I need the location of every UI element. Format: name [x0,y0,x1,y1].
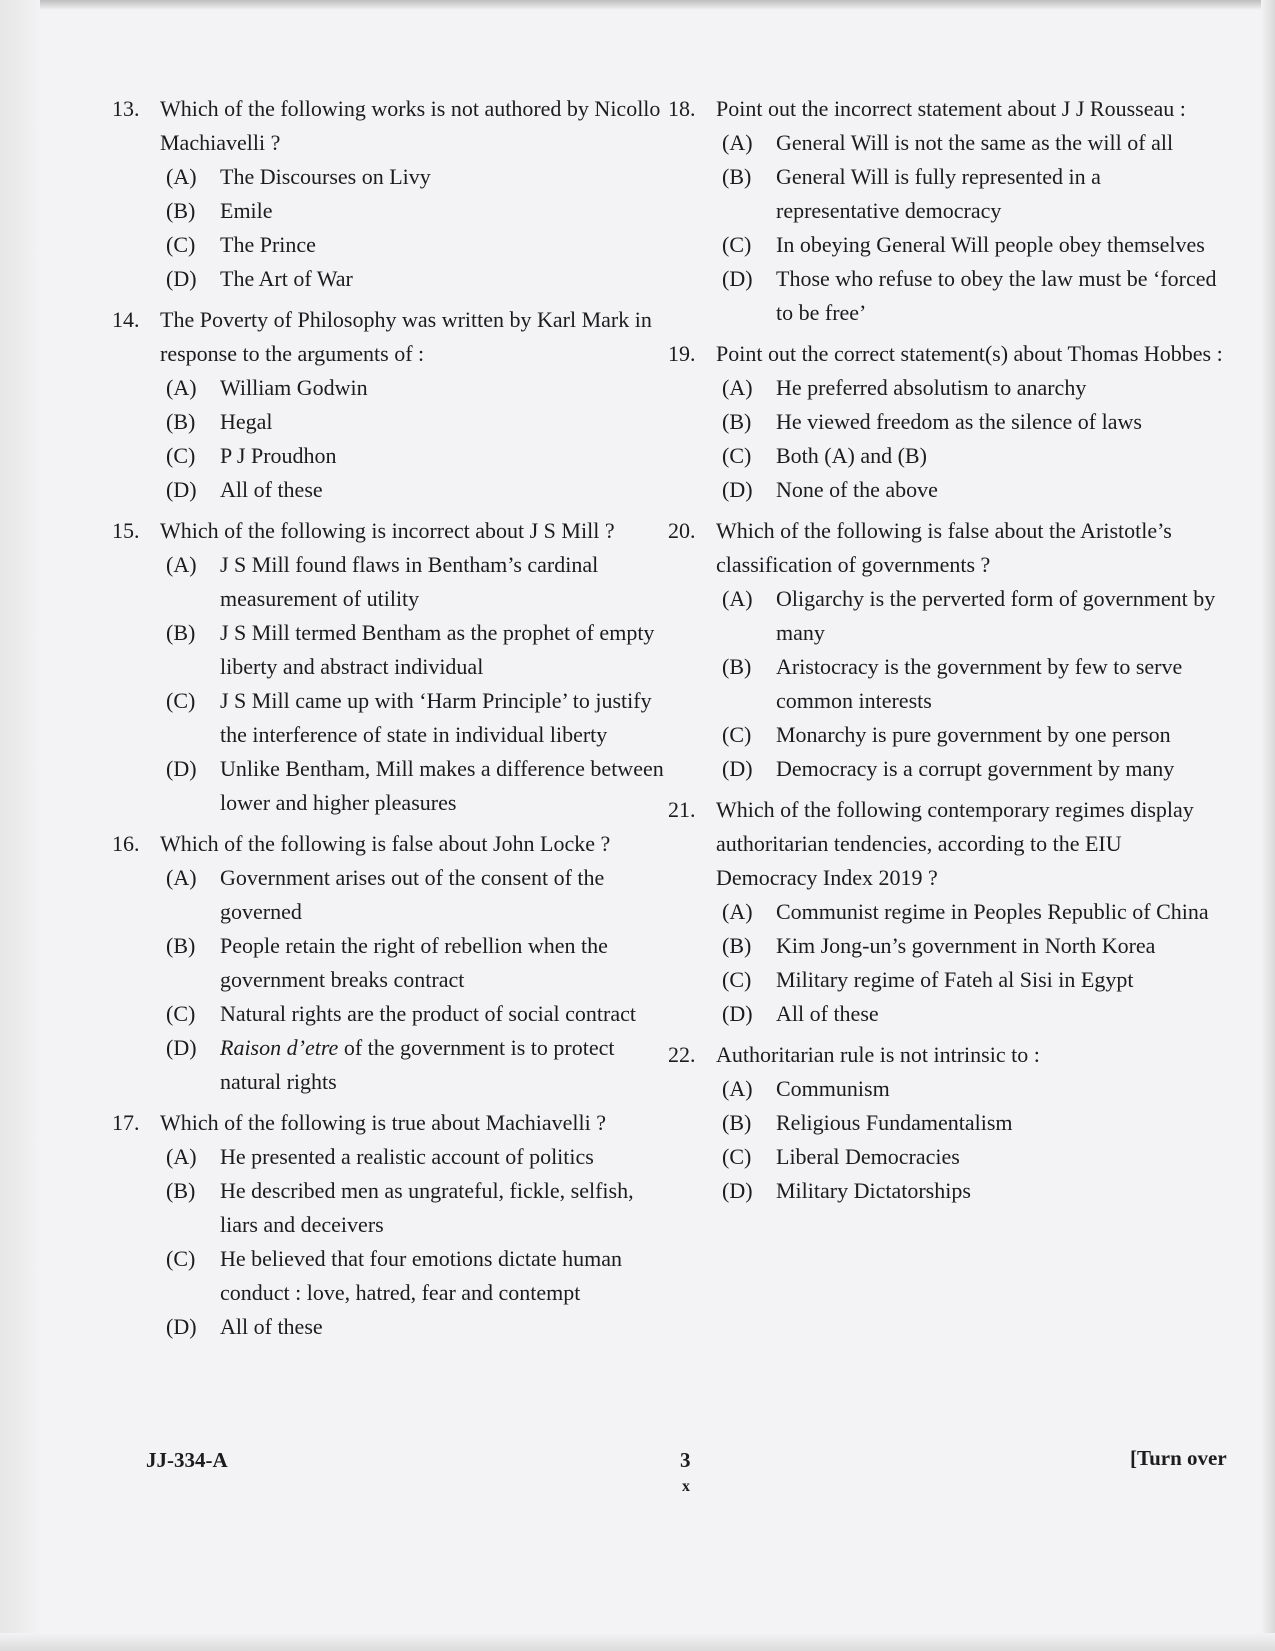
question-16 [112,827,672,1099]
option-b [166,405,672,439]
option-letter: (A) [722,375,753,400]
option-letter: (A) [722,130,753,155]
option-c [166,439,672,473]
option-text: Unlike Bentham, Mill makes a difference between lower and higher pleasures [220,756,664,815]
question-text: Authoritarian rule is not intrinsic to : [716,1042,1040,1067]
option-text: The Discourses on Livy [220,164,431,189]
option-a [166,371,672,405]
option-letter: (C) [722,722,752,747]
option-b [722,160,1228,228]
question-number: 16. [112,831,140,856]
page-edge-top [0,0,1275,10]
option-a [722,1072,1228,1106]
option-letter: (C) [166,1246,196,1271]
option-text: Government arises out of the consent of the governed [220,865,605,924]
option-d [722,752,1228,786]
option-c [722,228,1228,262]
option-c [722,439,1228,473]
option-a [722,582,1228,650]
option-letter: (B) [166,1178,196,1203]
option-c [166,228,672,262]
option-text: William Godwin [220,375,368,400]
question-text: Which of the following is false about the Aristotle’s classification of governments ? [716,518,1172,577]
option-d [722,997,1228,1031]
option-b [722,929,1228,963]
option-letter: (B) [166,198,196,223]
option-c [166,1242,672,1310]
option-text: He preferred absolutism to anarchy [776,375,1087,400]
option-a [722,895,1228,929]
option-text: In obeying General Will people obey themselves [776,232,1205,257]
options-list [722,895,1228,1031]
option-letter: (D) [722,1001,753,1026]
option-letter: (D) [722,1178,753,1203]
option-c [722,1140,1228,1174]
question-number: 19. [668,341,696,366]
question-text: Which of the following is false about John Locke ? [160,831,611,856]
option-text: Religious Fundamentalism [776,1110,1013,1135]
option-text: Communist regime in Peoples Republic of China [776,899,1209,924]
question-row [668,337,1228,371]
question-row [112,303,672,371]
option-letter: (A) [166,375,197,400]
option-text: Communism [776,1076,890,1101]
option-d [722,473,1228,507]
option-letter: (A) [166,865,197,890]
options-list [722,371,1228,507]
option-b [166,1174,672,1242]
question-number: 21. [668,797,696,822]
question-22 [668,1038,1228,1208]
option-letter: (D) [166,1035,197,1060]
option-b [722,650,1228,718]
option-letter: (B) [722,409,752,434]
option-text: All of these [220,477,323,502]
option-c [166,997,672,1031]
question-row [112,92,672,160]
option-d [166,473,672,507]
paper-code: JJ-334-A [146,1448,228,1472]
option-letter: (C) [166,1001,196,1026]
question-21 [668,793,1228,1031]
option-text: He believed that four emotions dictate human conduct : love, hatred, fear and contempt [220,1246,622,1305]
option-letter: (C) [722,967,752,992]
option-letter: (B) [722,1110,752,1135]
option-letter: (D) [166,477,197,502]
option-b [722,1106,1228,1140]
option-text: He presented a realistic account of politics [220,1144,594,1169]
page-mark: x [682,1478,690,1495]
option-text: J S Mill found flaws in Bentham’s cardinal measurement of utility [220,552,599,611]
option-letter: (A) [166,164,197,189]
option-b [166,929,672,997]
option-text: Military regime of Fateh al Sisi in Egypt [776,967,1134,992]
option-c [722,718,1228,752]
question-row [668,1038,1228,1072]
question-number: 14. [112,307,140,332]
option-letter: (D) [722,266,753,291]
question-text: Point out the correct statement(s) about Thomas Hobbes : [716,341,1223,366]
option-a [722,371,1228,405]
option-text: People retain the right of rebellion when the government breaks contract [220,933,608,992]
option-letter: (C) [722,443,752,468]
option-d [166,752,672,820]
page-edge-right [1261,0,1275,1651]
option-text: Liberal Democracies [776,1144,960,1169]
question-text: Which of the following is true about Machiavelli ? [160,1110,606,1135]
option-text: The Art of War [220,266,353,291]
option-text: Emile [220,198,273,223]
option-text: He described men as ungrateful, fickle, selfish, liars and deceivers [220,1178,634,1237]
option-letter: (A) [722,899,753,924]
question-18 [668,92,1228,330]
option-c [722,963,1228,997]
option-a [166,861,672,929]
option-letter: (A) [166,1144,197,1169]
page-number: 3 [680,1448,691,1472]
option-text: Both (A) and (B) [776,443,927,468]
question-19 [668,337,1228,507]
option-italic-text: Raison d’etre [220,1035,339,1060]
options-list [722,1072,1228,1208]
question-row [668,514,1228,582]
option-a [166,1140,672,1174]
option-letter: (C) [722,1144,752,1169]
options-list [722,582,1228,786]
option-d [722,1174,1228,1208]
option-text: Hegal [220,409,273,434]
option-letter: (D) [166,756,197,781]
question-text: Which of the following contemporary regimes display authoritarian tendencies, according to the EIU Democracy Index 2019 ? [716,797,1194,890]
option-letter: (B) [722,933,752,958]
option-text [220,1031,672,1099]
option-letter: (D) [166,1314,197,1339]
option-b [166,616,672,684]
option-letter: (A) [722,1076,753,1101]
option-d [166,1310,672,1344]
option-letter: (C) [166,232,196,257]
option-a [166,548,672,616]
option-letter: (B) [722,164,752,189]
option-text: The Prince [220,232,316,257]
option-text: Monarchy is pure government by one person [776,722,1171,747]
option-a [722,126,1228,160]
option-text: Kim Jong-un’s government in North Korea [776,933,1156,958]
option-a [166,160,672,194]
option-text: P J Proudhon [220,443,337,468]
option-text: Aristocracy is the government by few to serve common interests [776,654,1183,713]
options-list [722,126,1228,330]
option-letter: (C) [166,688,196,713]
option-text: General Will is fully represented in a representative democracy [776,164,1101,223]
option-letter: (B) [166,933,196,958]
question-number: 18. [668,96,696,121]
left-column [112,92,672,1351]
option-letter: (D) [722,756,753,781]
option-d [166,262,672,296]
question-number: 15. [112,518,140,543]
option-letter: (A) [166,552,197,577]
question-14 [112,303,672,507]
question-number: 22. [668,1042,696,1067]
question-number: 13. [112,96,140,121]
option-letter: (B) [722,654,752,679]
page-edge-bottom [0,1633,1275,1651]
option-rest-text: of the government is to protect natural rights [220,1035,615,1094]
question-15 [112,514,672,820]
option-b [722,405,1228,439]
question-row [668,793,1228,895]
option-letter: (C) [722,232,752,257]
option-text: Those who refuse to obey the law must be ‘forced to be free’ [776,266,1217,325]
option-text: All of these [220,1314,323,1339]
question-13 [112,92,672,296]
option-text: Natural rights are the product of social contract [220,1001,637,1026]
option-c [166,684,672,752]
option-text: Military Dictatorships [776,1178,971,1203]
option-letter: (A) [722,586,753,611]
right-column [668,92,1228,1215]
option-text: He viewed freedom as the silence of laws [776,409,1142,434]
option-letter: (C) [166,443,196,468]
option-letter: (D) [166,266,197,291]
options-list [166,371,672,507]
question-text: The Poverty of Philosophy was written by Karl Mark in response to the arguments of : [160,307,652,366]
option-d [166,1031,672,1099]
turn-over-label: [Turn over [1130,1446,1227,1470]
question-20 [668,514,1228,786]
option-text: All of these [776,1001,879,1026]
options-list [166,1140,672,1344]
option-letter: (D) [722,477,753,502]
option-d [722,262,1228,330]
question-number: 17. [112,1110,140,1135]
options-list [166,160,672,296]
question-row [112,827,672,861]
question-row [668,92,1228,126]
option-text: J S Mill termed Bentham as the prophet of empty liberty and abstract individual [220,620,655,679]
question-text: Which of the following is incorrect about J S Mill ? [160,518,615,543]
question-17 [112,1106,672,1344]
option-b [166,194,672,228]
option-text: General Will is not the same as the will of all [776,130,1174,155]
page-edge-left [0,0,40,1651]
option-letter: (B) [166,620,196,645]
option-text: Democracy is a corrupt government by many [776,756,1175,781]
option-text: Oligarchy is the perverted form of government by many [776,586,1216,645]
option-text: J S Mill came up with ‘Harm Principle’ to justify the interference of state in individual liberty [220,688,652,747]
options-list [166,548,672,820]
question-row [112,514,672,548]
question-text: Which of the following works is not authored by Nicollo Machiavelli ? [160,96,661,155]
question-text: Point out the incorrect statement about J J Rousseau : [716,96,1186,121]
options-list [166,861,672,1099]
option-text: None of the above [776,477,938,502]
question-number: 20. [668,518,696,543]
option-letter: (B) [166,409,196,434]
question-row [112,1106,672,1140]
